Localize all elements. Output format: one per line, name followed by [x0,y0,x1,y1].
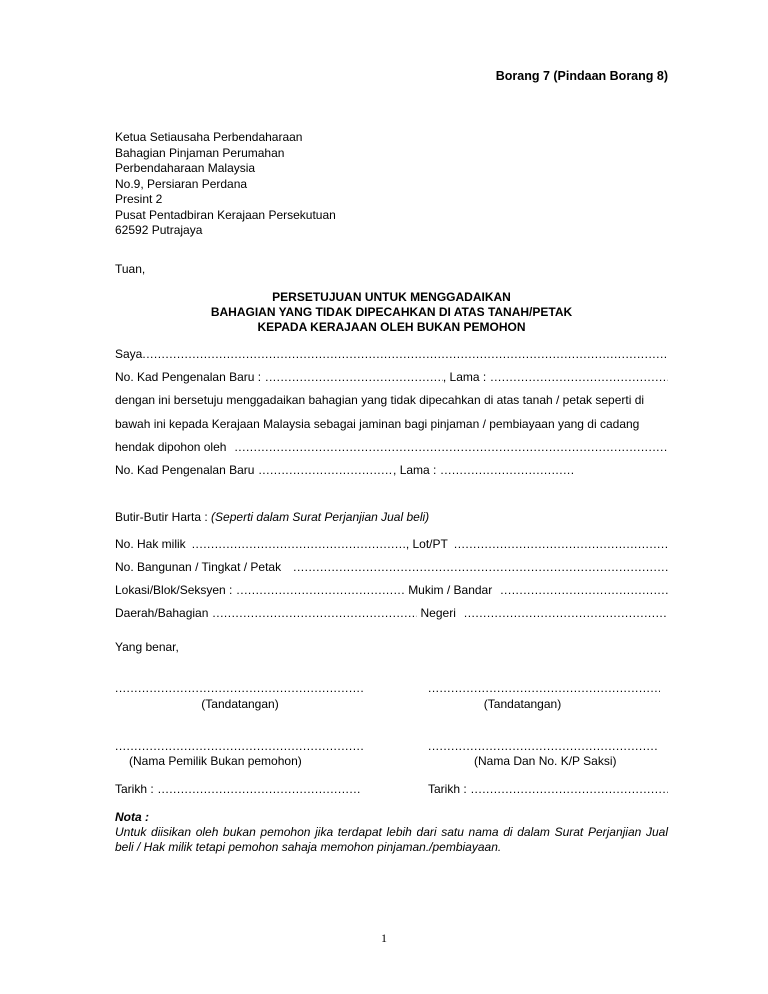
form-label: Borang 7 (Pindaan Borang 8) [495,69,668,83]
applicant-field[interactable] [115,440,668,454]
salutation: Tuan, [115,262,146,276]
applicant-label: hendak dipohon oleh [115,440,227,454]
right-signature-blank[interactable] [428,681,660,695]
address-line: Perbendaharaan Malaysia [115,161,256,175]
right-date-blank[interactable] [467,782,668,796]
declaration-text-2: bawah ini kepada Kerajaan Malaysia sebagai jaminan bagi pinjaman / pembiayaan yang di cadang [115,417,640,431]
saya-field[interactable] [115,347,668,361]
left-name-line[interactable] [115,739,363,753]
title-line-1: PERSETUJUAN UNTUK MENGGADAIKAN [272,290,511,304]
right-name-blank[interactable] [428,739,658,753]
mukim-label: Mukim / Bandar [408,583,493,597]
saya-label: Saya [115,347,143,361]
right-signature-caption: (Tandatangan) [483,697,562,711]
lokasi-label: Lokasi/Blok/Seksyen : [115,583,233,597]
address-line: 62592 Putrajaya [115,223,203,237]
left-signature-blank[interactable] [115,681,363,695]
right-name-caption: (Nama Dan No. K/P Saksi) [474,754,617,768]
ic-field[interactable] [115,370,668,384]
bangunan-blank[interactable] [281,560,668,574]
hak-milik-label: No. Hak milik [115,537,186,551]
closing: Yang benar, [115,640,179,654]
bangunan-field[interactable] [115,560,668,574]
daerah-label: Daerah/Bahagian [115,606,209,620]
saya-blank[interactable] [142,347,668,361]
ic-field-2[interactable] [115,463,575,477]
lama-label: , Lama : [442,370,487,384]
ic-label: No. Kad Pengenalan Baru : [115,370,262,384]
address-line: No.9, Persiaran Perdana [115,176,248,191]
negeri-blank[interactable] [460,606,668,620]
address-line: Presint 2 [115,192,163,206]
applicant-blank[interactable] [226,440,668,454]
property-heading-note: (Seperti dalam Surat Perjanjian Jual beli) [211,510,430,524]
note-heading: Nota : [115,810,149,824]
left-date-blank[interactable] [154,782,360,796]
title-line-3: KEPADA KERAJAAN OLEH BUKAN PEMOHON [257,320,526,334]
lot-blank[interactable] [448,537,668,551]
left-name-caption: (Nama Pemilik Bukan pemohon) [129,754,302,768]
lama-label-2: , Lama : [393,463,437,477]
address-line: Pusat Pentadbiran Kerajaan Persekutuan [115,207,336,222]
note-text: Untuk diisikan oleh bukan pemohon jika terdapat lebih dari satu nama di dalam Surat Perjanjian Jual beli / Hak milik tetapi pemohon sahaja memohon pinjaman./pembiayaan. [115,825,668,854]
left-date-label: Tarikh : [115,782,154,796]
declaration-text-1: dengan ini bersetuju menggadaikan bahagian yang tidak dipecahkan di atas tanah / petak seperti di [115,393,645,407]
hak-milik-field[interactable] [115,537,668,551]
lot-label: , Lot/PT [405,537,448,551]
address-line: Bahagian Pinjaman Perumahan [115,145,285,160]
recipient-address [115,130,336,239]
ic-label-2: No. Kad Pengenalan Baru [115,463,255,477]
daerah-field[interactable] [115,606,668,620]
document-title [115,290,668,335]
page-number: 1 [381,931,387,945]
daerah-blank[interactable] [208,606,416,620]
lokasi-blank[interactable] [232,583,404,597]
left-signature-line[interactable] [115,681,363,695]
left-name-blank[interactable] [115,739,363,753]
right-signature-line[interactable] [428,681,660,695]
ic-blank-2[interactable] [254,463,393,477]
address-line: Ketua Setiausaha Perbendaharaan [115,130,303,144]
lama-blank-2[interactable] [436,463,575,477]
lokasi-field[interactable] [115,583,668,597]
right-date-label: Tarikh : [428,782,467,796]
right-name-line[interactable] [428,739,658,753]
left-signature-caption: (Tandatangan) [201,697,279,711]
mukim-blank[interactable] [496,583,668,597]
title-line-2: BAHAGIAN YANG TIDAK DIPECAHKAN DI ATAS TANAH/PETAK [210,305,573,319]
lama-blank[interactable] [486,370,668,384]
right-date-field[interactable] [428,782,668,796]
negeri-label: Negeri [420,606,456,620]
left-date-field[interactable] [115,782,360,796]
bangunan-label: No. Bangunan / Tingkat / Petak [115,560,282,574]
ic-blank[interactable] [261,370,443,384]
property-heading [115,510,429,524]
hak-milik-blank[interactable] [186,537,406,551]
property-heading-label: Butir-Butir Harta : [115,510,208,524]
